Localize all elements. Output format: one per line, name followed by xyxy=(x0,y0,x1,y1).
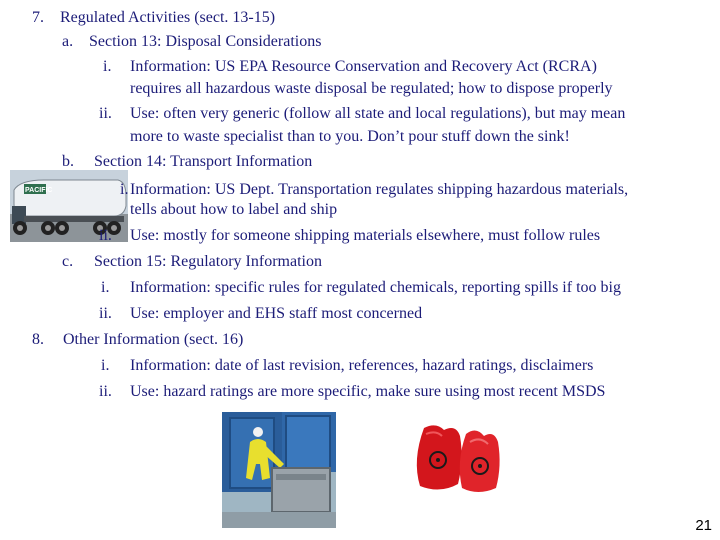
item-8-ii-marker: ii. xyxy=(99,383,112,400)
item-7b-title: Section 14: Transport Information xyxy=(94,153,313,170)
item-7a-i-line2: requires all hazardous waste disposal be regulated; how to dispose properly xyxy=(130,80,613,97)
item-8-title: Other Information (sect. 16) xyxy=(63,331,244,348)
item-8-ii-line1: Use: hazard ratings are more specific, make sure using most recent MSDS xyxy=(130,383,606,400)
waste-disposal-photo xyxy=(222,412,336,528)
biohazard-bags-image xyxy=(410,420,506,496)
item-7b-ii-marker: ii. xyxy=(99,227,112,244)
item-7c-i-marker: i. xyxy=(101,279,110,296)
item-7b-marker: b. xyxy=(62,153,74,170)
item-8-i-marker: i. xyxy=(101,357,110,374)
item-7-number: 7. xyxy=(32,9,44,26)
item-7c-title: Section 15: Regulatory Information xyxy=(94,253,322,270)
item-7a-i-marker: i. xyxy=(103,58,112,75)
item-8-number: 8. xyxy=(32,331,44,348)
item-7c-marker: c. xyxy=(62,253,74,270)
item-7b-i-marker: i. xyxy=(120,181,129,198)
item-7b-i-line2: tells about how to label and ship xyxy=(130,201,338,218)
item-7a-ii-line1: Use: often very generic (follow all state and local regulations), but may mean xyxy=(130,105,626,122)
truck-logo-text: PACIFIC xyxy=(25,187,53,194)
item-7c-ii-marker: ii. xyxy=(99,305,112,322)
item-7a-i-line1: Information: US EPA Resource Conservation and Recovery Act (RCRA) xyxy=(130,58,597,75)
item-7a-ii-line2: more to waste specialist than to you. Don’t pour stuff down the sink! xyxy=(130,128,570,145)
item-8-i-line1: Information: date of last revision, references, hazard ratings, disclaimers xyxy=(130,357,594,374)
item-7c-i-line1: Information: specific rules for regulated chemicals, reporting spills if too big xyxy=(130,279,621,296)
item-7b-i-line1: Information: US Dept. Transportation regulates shipping hazardous materials, xyxy=(130,181,629,198)
item-7a-ii-marker: ii. xyxy=(99,105,112,122)
page-number: 21 xyxy=(695,517,712,534)
item-7c-ii-line1: Use: employer and EHS staff most concerned xyxy=(130,305,423,322)
item-7a-title: Section 13: Disposal Considerations xyxy=(89,33,322,50)
item-7a-marker: a. xyxy=(62,33,74,50)
item-7-title: Regulated Activities (sect. 13-15) xyxy=(60,9,276,26)
item-7b-ii-line1: Use: mostly for someone shipping materials elsewhere, must follow rules xyxy=(130,227,601,244)
